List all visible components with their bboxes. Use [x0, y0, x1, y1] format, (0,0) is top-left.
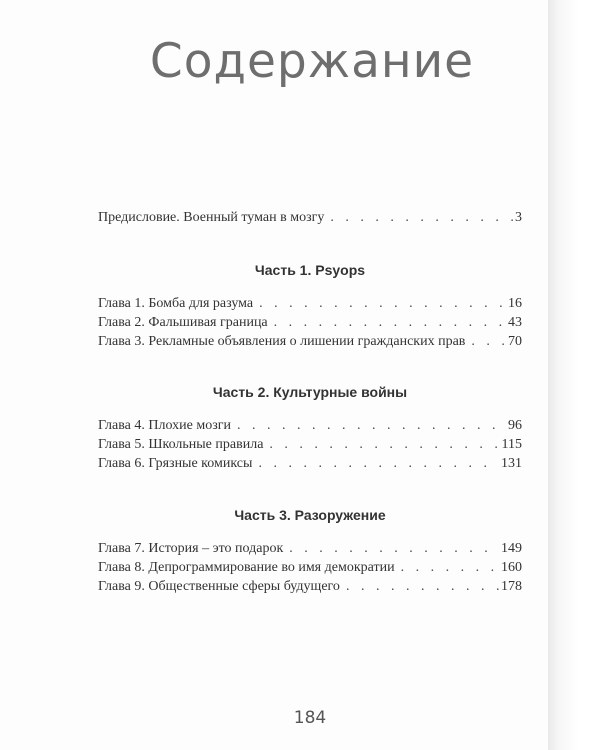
toc-entry-label: Предисловие. Военный туман в мозгу — [98, 210, 325, 225]
dot-leader — [471, 334, 506, 350]
toc-entry-chapter-3 — [98, 334, 522, 354]
dot-leader — [401, 560, 499, 576]
toc-entry-chapter-8 — [98, 560, 522, 580]
page-gutter — [548, 0, 600, 750]
toc-entry-page: 149 — [501, 541, 522, 556]
dot-leader — [259, 296, 506, 312]
toc-entry-label: Глава 8. Депрограммирование во имя демократии — [98, 560, 395, 575]
toc-entry-label: Глава 1. Бомба для разума — [98, 296, 254, 311]
toc-entry-label: Глава 4. Плохие мозги — [98, 418, 231, 433]
toc-entry-chapter-2 — [98, 315, 522, 335]
toc-entry-chapter-4 — [98, 418, 522, 438]
toc-entry-preface — [98, 210, 522, 230]
toc-entry-label: Глава 6. Грязные комиксы — [98, 456, 253, 471]
toc-entry-label: Глава 5. Школьные правила — [98, 437, 264, 452]
part-heading-2: Часть 2. Культурные войны — [212, 384, 408, 400]
page-title: Содержание — [149, 34, 475, 89]
toc-entry-chapter-9 — [98, 579, 522, 599]
toc-entry-page: 96 — [508, 418, 522, 433]
dot-leader — [289, 541, 499, 557]
toc-entry-label: Глава 2. Фальшивая граница — [98, 315, 268, 330]
dot-leader — [330, 210, 513, 226]
dot-leader — [269, 437, 499, 453]
toc-entry-page: 16 — [508, 296, 522, 311]
toc-entry-chapter-6 — [98, 456, 522, 476]
toc-entry-page: 178 — [501, 579, 522, 594]
toc-entry-chapter-1 — [98, 296, 522, 316]
toc-entry-page: 70 — [508, 334, 522, 349]
dot-leader — [237, 418, 506, 434]
toc-entry-page: 160 — [501, 560, 522, 575]
toc-entry-label: Глава 7. История – это подарок — [98, 541, 284, 556]
toc-entry-page: 3 — [515, 210, 522, 225]
page-number: 184 — [293, 708, 327, 728]
toc-entry-chapter-5 — [98, 437, 522, 457]
part-heading-3: Часть 3. Разоружение — [234, 507, 386, 523]
toc-entry-label: Глава 3. Рекламные объявления о лишении гражданских прав — [98, 334, 466, 349]
dot-leader — [258, 456, 499, 472]
toc-entry-page: 43 — [508, 315, 522, 330]
dot-leader — [274, 315, 506, 331]
toc-entry-page: 115 — [501, 437, 522, 452]
toc-entry-page: 131 — [501, 456, 522, 471]
toc-entry-label: Глава 9. Общественные сферы будущего — [98, 579, 340, 594]
dot-leader — [346, 579, 499, 595]
part-heading-1: Часть 1. Psyops — [254, 262, 366, 278]
toc-entry-chapter-7 — [98, 541, 522, 561]
